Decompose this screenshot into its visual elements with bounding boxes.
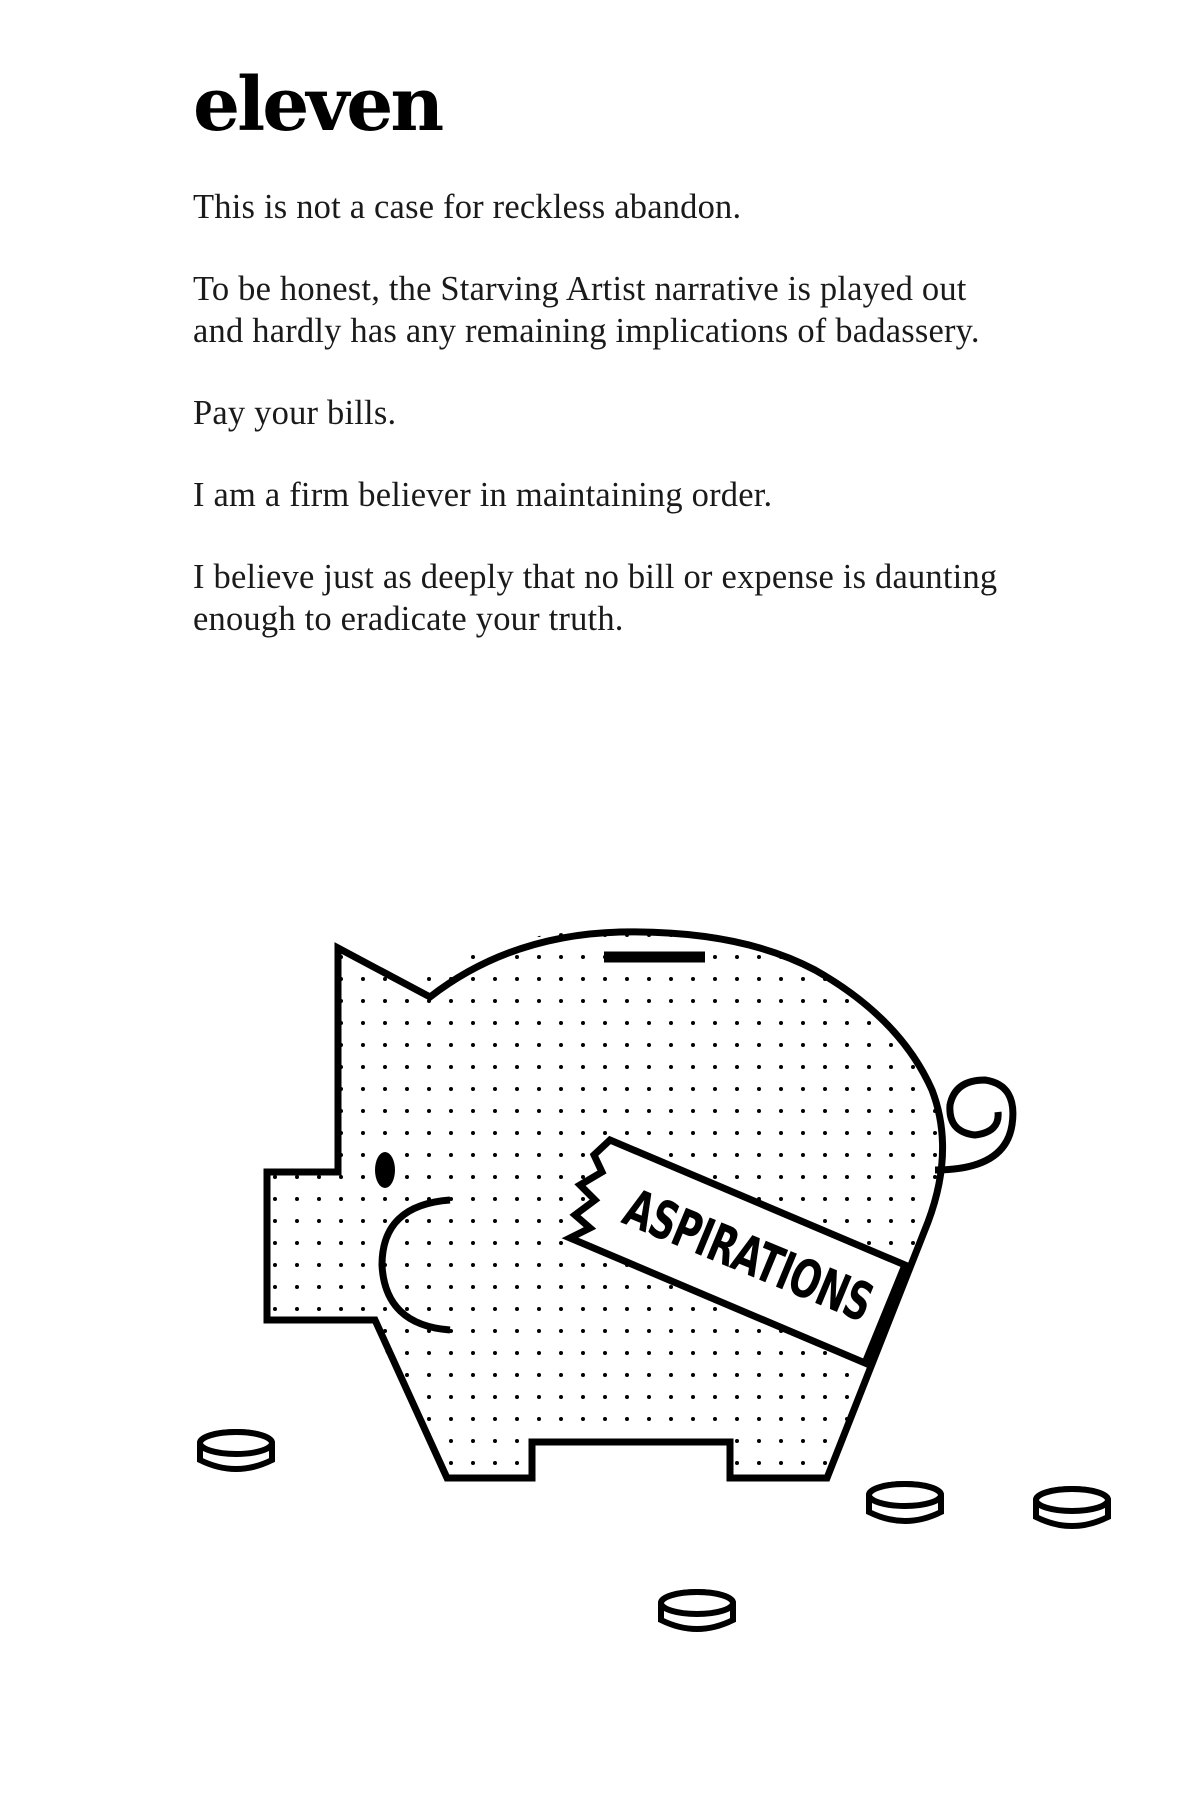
paragraph-line: and hardly has any remaining implications of badassery.	[193, 312, 980, 350]
coin-4	[661, 1592, 733, 1629]
paragraph-4	[193, 474, 1073, 516]
coin-2	[869, 1484, 941, 1521]
coin-3	[1036, 1489, 1108, 1526]
paragraph-3	[193, 392, 1073, 434]
paragraph-1	[193, 186, 1073, 228]
body-text	[193, 186, 1073, 680]
piggy-bank-illustration	[0, 880, 1200, 1680]
pig-tail	[935, 1080, 1013, 1170]
aspirations-label: ASPIRATIONS	[615, 1176, 882, 1335]
chapter-title: eleven	[193, 62, 442, 148]
paragraph-line: I am a firm believer in maintaining order.	[193, 476, 773, 514]
pig-eye	[375, 1152, 395, 1188]
paragraph-5	[193, 556, 1073, 640]
paragraph-line: Pay your bills.	[193, 394, 397, 432]
coin-1	[200, 1432, 272, 1469]
paragraph-line: This is not a case for reckless abandon.	[193, 188, 742, 226]
paragraph-line: I believe just as deeply that no bill or expense is daunting	[193, 558, 998, 596]
paragraph-line: To be honest, the Starving Artist narrative is played out	[193, 270, 967, 308]
paragraph-2	[193, 268, 1073, 352]
paragraph-line: enough to eradicate your truth.	[193, 600, 624, 638]
